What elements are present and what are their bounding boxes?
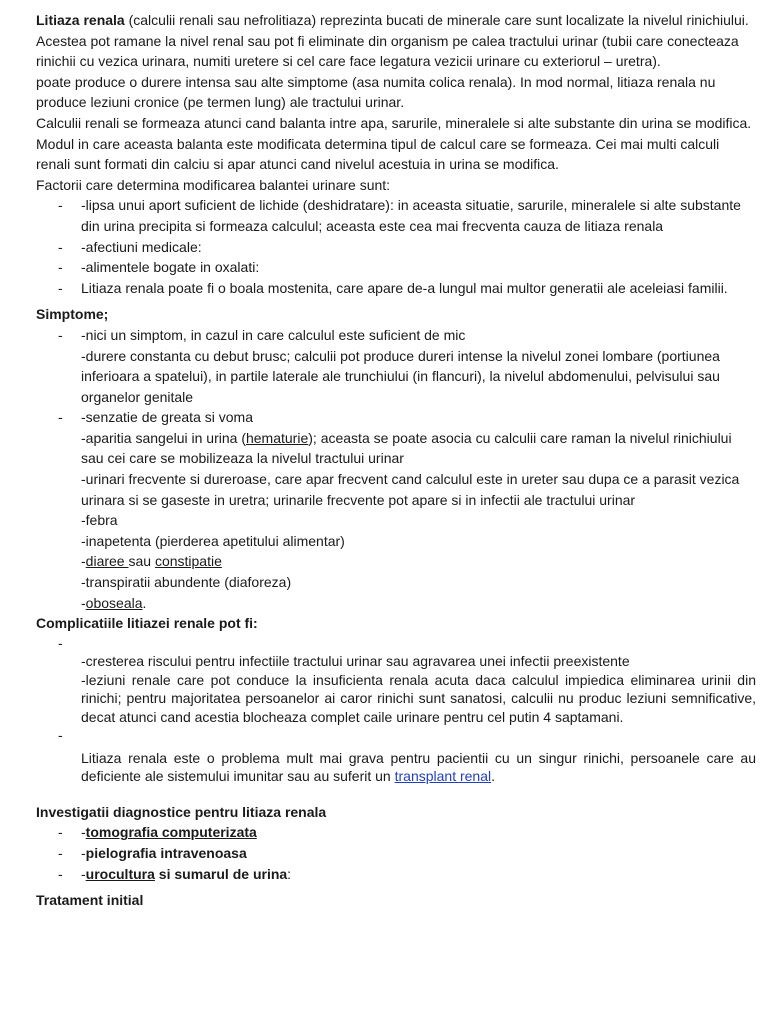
urocultura-link[interactable]: urocultura [85,865,155,882]
intro-paragraph [36,10,756,72]
list-item [36,634,756,653]
intro-title: Litiaza renala [36,12,125,28]
constipatie-link[interactable]: constipatie [154,553,222,570]
complications-list [36,634,756,653]
list-item [36,407,756,613]
paragraph-colica: poate produce o durere intensa sau alte simptome (asa numita colica renala). In mod normal, litiaza renala nu produce leziuni cronice (pe termen lung) ale tractului urinar. [36,73,716,111]
oboseala-link[interactable]: oboseala [85,594,143,611]
symptom-text: -aparitia sangelui in urina (hematurie); aceasta se poate asocia cu calculii care raman la nivelul rinichiului sau cei care se mobilizeaza la nivelul tractului urinar [81,429,732,467]
list-item: - -lipsa unui aport suficient de lichide (deshidratare): in aceasta situatie, sarurile, mineralele si alte substante din urina precipita si formeaza calculul; aceasta este cea mai frecventa cauza de litiaza renala [36,195,756,236]
symptom-text: -urinari frecvente si dureroase, care apar frecvent cand calculul este in ureter sau dupa ce a parasit vezica urinara si se gaseste in uretra; urinarile frecvente pot apare si in infectii ale tractului urinar [81,471,740,508]
paragraph-calculi: Calculii renali se formeaza atunci cand balanta intre apa, sarurile, mineralele si alte substante din urina se modifica. Modul in care aceasta balanta este modificata determina tipul de calcul care se formeaza. Cei mai multi calculi renali sunt formati din calciu si apar atunci cand nivelul acestuia in urina se modifica. [36,114,752,173]
paragraph-factori: Factorii care determina modificarea balantei urinare sunt: [36,176,391,193]
intro-text: (calculii renali sau nefrolitiaza) reprezinta bucati de minerale care sunt localizate la nivelul rinichiului. Acestea pot ramane la nivel renal sau pot fi eliminate din organism pe calea tractului urinar (tubii care conecteaza rinichii cu vezica urinara, numiti uretere si cel care face legatura vezicii urinare cu exteriorul – uretra). [36,12,749,70]
symptom-text: -diaree sau constipatie [81,553,222,570]
symptom-text: - -senzatie de greata si voma [81,409,253,426]
complications-list-2 [36,726,756,745]
hematurie-link[interactable]: hematurie [245,429,309,446]
factors-list [36,195,756,298]
list-item: - -urocultura si sumarul de urina: [36,864,756,885]
complications-heading: Complicatiile litiazei renale pot fi: [36,615,258,632]
list-item: - -afectiuni medicale: [36,237,756,258]
symptom-text: -febra [81,512,118,529]
complication-text-1: -cresterea riscului pentru infectiile tractului urinar sau agravarea unei infectii preexistente [81,653,630,670]
diagnostics-list [36,822,756,884]
document-page [36,10,756,911]
list-item [36,325,756,407]
symptom-text: -durere constanta cu debut brusc; calculii pot produce dureri intense la nivelul zonei lombare (portiunea inferioara a spatelui), in partile laterale ale trunchiului (in flancuri), la nivelul abdomenului, pelvisului sau organelor genitale [81,347,720,405]
list-item: - -pielografia intravenoasa [36,843,756,864]
symptom-text: -oboseala. [81,594,147,611]
symptoms-heading: Simptome; [36,306,109,323]
complication-text-2: -leziuni renale care pot conduce la insuficienta renala acuta daca calculul impiedica eliminarea urinii din rinichi; pentru majoritatea persoanelor ai caror rinichi sunt sanatosi, calculii nu produc leziuni semnificative, decat atunci cand acestia blocheaza complet caile urinare pentru cel putin 4 saptamani. [81,671,756,725]
pielografia-text: pielografia intravenoasa [85,845,247,861]
tomografia-link[interactable]: tomografia computerizata [85,824,257,841]
list-item: - Litiaza renala poate fi o boala mostenita, care apare de-a lungul mai multor generatii ale aceleiasi familii. [36,278,756,299]
symptom-text: -inapetenta (pierderea apetitului alimentar) [81,532,345,549]
list-item: - -alimentele bogate in oxalati: [36,257,756,278]
list-item: - -tomografia computerizata [36,822,756,843]
diagnostics-heading: Investigatii diagnostice pentru litiaza renala [36,803,327,820]
diaree-link[interactable]: diaree [85,553,129,570]
complication-text-3: Litiaza renala este o problema mult mai grava pentru pacientii cu un singur rinichi, persoanele care au deficiente ale sistemului imunitar sau au suferit un transplant renal. [81,749,756,785]
symptoms-list [36,325,756,613]
symptom-text: - -nici un simptom, in cazul in care calculul este suficient de mic [81,326,466,343]
list-item [36,726,756,745]
transplant-renal-link[interactable]: transplant renal [394,768,492,785]
symptom-text: -transpiratii abundente (diaforeza) [81,574,292,591]
treatment-heading: Tratament initial [36,892,144,909]
